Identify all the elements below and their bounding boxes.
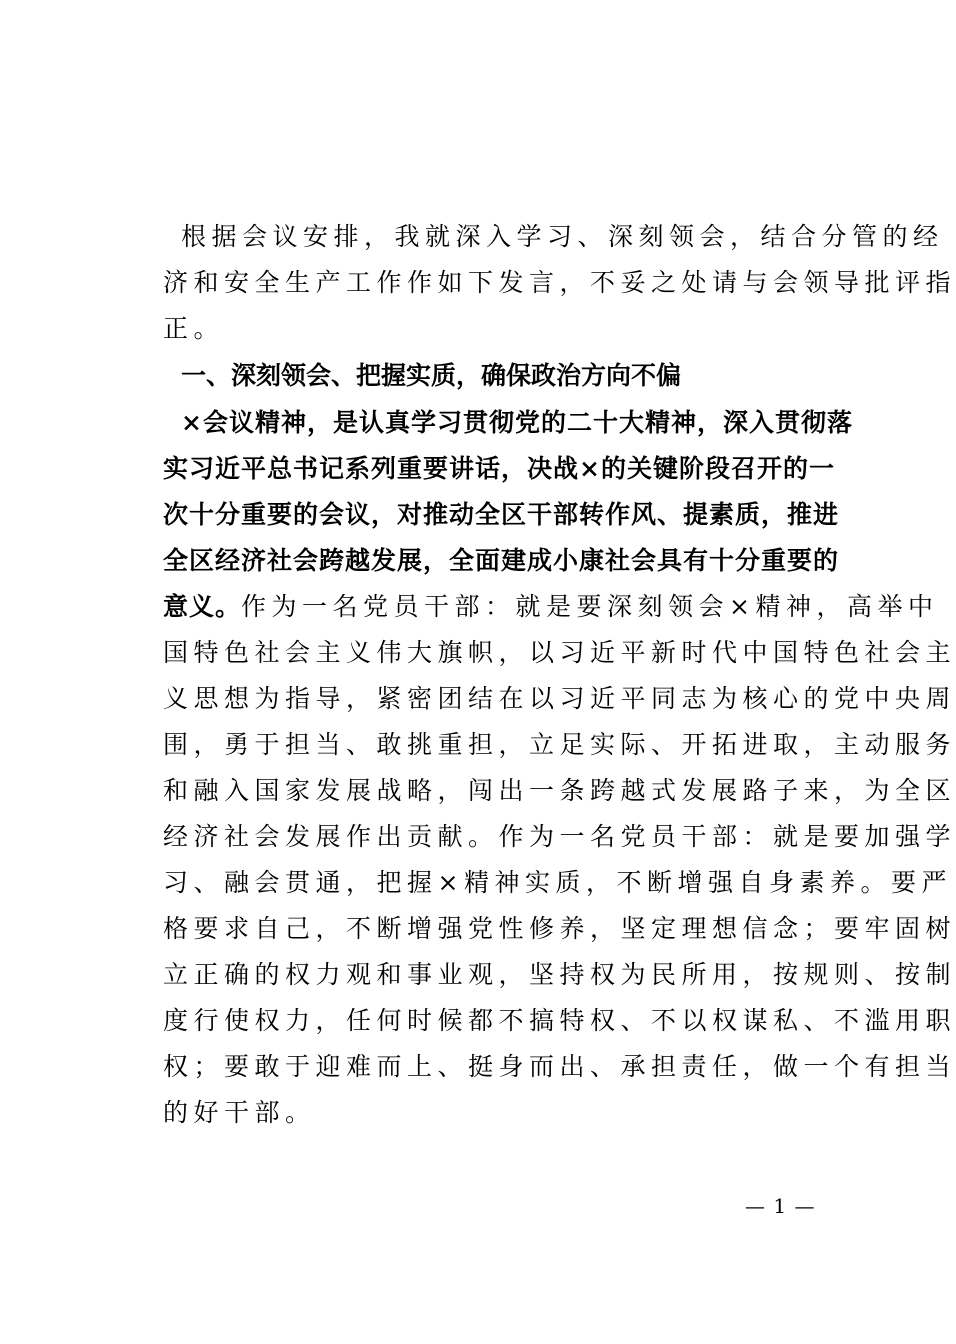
body-line-6: 习、融会贯通，把握×精神实质，不断增强自身素养。要严 <box>163 868 952 897</box>
bold-line-3: 次十分重要的会议，对推动全区干部转作风、提素质，推进 <box>163 500 840 529</box>
body-line-10: 权；要敢于迎难而上、挺身而出、承担责任，做一个有担当 <box>163 1052 956 1081</box>
bold-line-4: 全区经济社会跨越发展，全面建成小康社会具有十分重要的 <box>163 546 840 575</box>
body-line-5: 经济社会发展作出贡献。作为一名党员干部：就是要加强学 <box>163 822 956 851</box>
intro-line-3: 正。 <box>163 314 225 343</box>
body-line-3: 围，勇于担当、敢挑重担，立足实际、开拓进取，主动服务 <box>163 730 956 759</box>
body-line-8: 立正确的权力观和事业观，坚持权为民所用，按规则、按制 <box>163 960 956 989</box>
bold-line-1: ×会议精神，是认真学习贯彻党的二十大精神，深入贯彻落 <box>181 408 853 437</box>
document-body <box>163 214 956 1136</box>
intro-line-1: 根据会议安排，我就深入学习、深刻领会，结合分管的经 <box>181 222 944 251</box>
body-line-7: 格要求自己，不断增强党性修养，坚定理想信念；要牢固树 <box>163 914 956 943</box>
mixed-line-bold: 意义。 <box>163 592 242 621</box>
body-line-2: 义思想为指导，紧密团结在以习近平同志为核心的党中央周 <box>163 684 956 713</box>
body-line-9: 度行使权力，任何时候都不搞特权、不以权谋私、不滥用职 <box>163 1006 956 1035</box>
page-number: — 1 — <box>745 1194 816 1218</box>
body-line-11: 的好干部。 <box>163 1098 316 1127</box>
body-line-1: 国特色社会主义伟大旗帜，以习近平新时代中国特色社会主 <box>163 638 956 667</box>
intro-line-2: 济和安全生产工作作如下发言，不妥之处请与会领导批评指 <box>163 268 956 297</box>
section-heading: 一、深刻领会、把握实质，确保政治方向不偏 <box>181 361 682 390</box>
bold-line-2: 实习近平总书记系列重要讲话，决战×的关键阶段召开的一 <box>163 454 835 483</box>
body-line-4: 和融入国家发展战略，闯出一条跨越式发展路子来，为全区 <box>163 776 956 805</box>
mixed-line <box>163 584 939 630</box>
mixed-line-normal: 作为一名党员干部：就是要深刻领会×精神，高举中 <box>241 592 939 621</box>
